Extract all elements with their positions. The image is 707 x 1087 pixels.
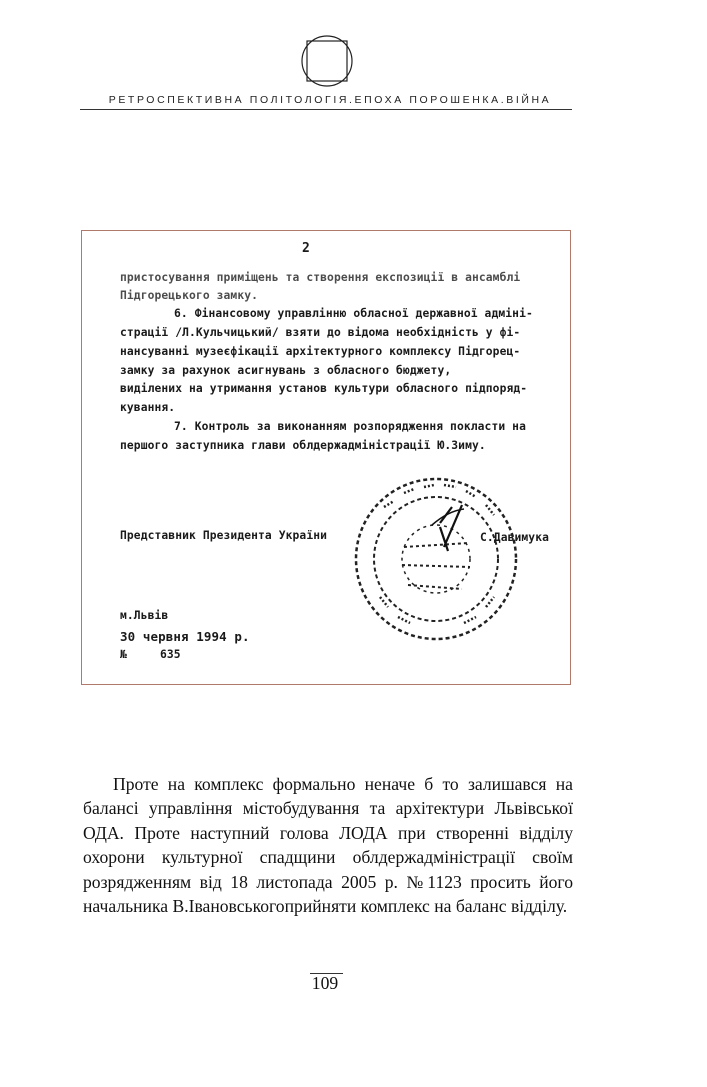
document-number: 635	[160, 648, 181, 661]
page-number: 109	[311, 973, 339, 993]
header-rule	[80, 109, 572, 110]
scan-line: нансуванні музеєфікації архітектурного комплексу Підгорец-	[120, 345, 521, 358]
scan-line: Підгорецького замку.	[120, 289, 259, 302]
body-text	[83, 772, 573, 918]
body-paragraph: Проте на комплекс формально неначе б то залишався на балансі управління містобудування та архітектури Львівської ОДА. Проте наступний голова ЛОДА при створенні відділу охорони культурної спадщини облдержадміністрації своїм розрядженням від 18 листопада 2005 р. №1123 просить його начальника В.Івановськогоприйняти комплекс на баланс відділу.	[83, 774, 573, 917]
signer-title: Представник Президента України	[120, 529, 328, 542]
scan-line: страції /Л.Кульчицький/ взяти до відома необхідність у фі-	[120, 326, 521, 339]
scan-page-number: 2	[302, 241, 310, 256]
scanned-document	[81, 230, 571, 685]
scan-line: першого заступника глави облдержадміністрації Ю.Зиму.	[120, 439, 486, 452]
scan-line: кування.	[120, 401, 176, 414]
document-number-prefix: №	[120, 648, 127, 661]
scan-line: виділених на утримання установ культури обласного підпоряд-	[120, 382, 528, 395]
official-seal-icon	[344, 467, 529, 647]
scan-line: 6. Фінансовому управлінню обласної державної адміні-	[174, 307, 533, 320]
document-date: 30 червня 1994 р.	[120, 629, 250, 644]
running-title: РЕТРОСПЕКТИВНА ПОЛІТОЛОГІЯ.ЕПОХА ПОРОШЕНКА.ВІЙНА	[108, 94, 552, 106]
scan-line: 7. Контроль за виконанням розпорядження покласти на	[174, 420, 526, 433]
signer-name: С.Давимука	[480, 531, 550, 544]
scan-line: замку за рахунок асигнувань з обласного бюджету,	[120, 364, 452, 377]
scan-line: пристосування приміщень та створення експозиції в ансамблі	[120, 271, 521, 284]
document-place: м.Львів	[120, 609, 169, 622]
circle-square-logo-icon	[301, 35, 353, 87]
